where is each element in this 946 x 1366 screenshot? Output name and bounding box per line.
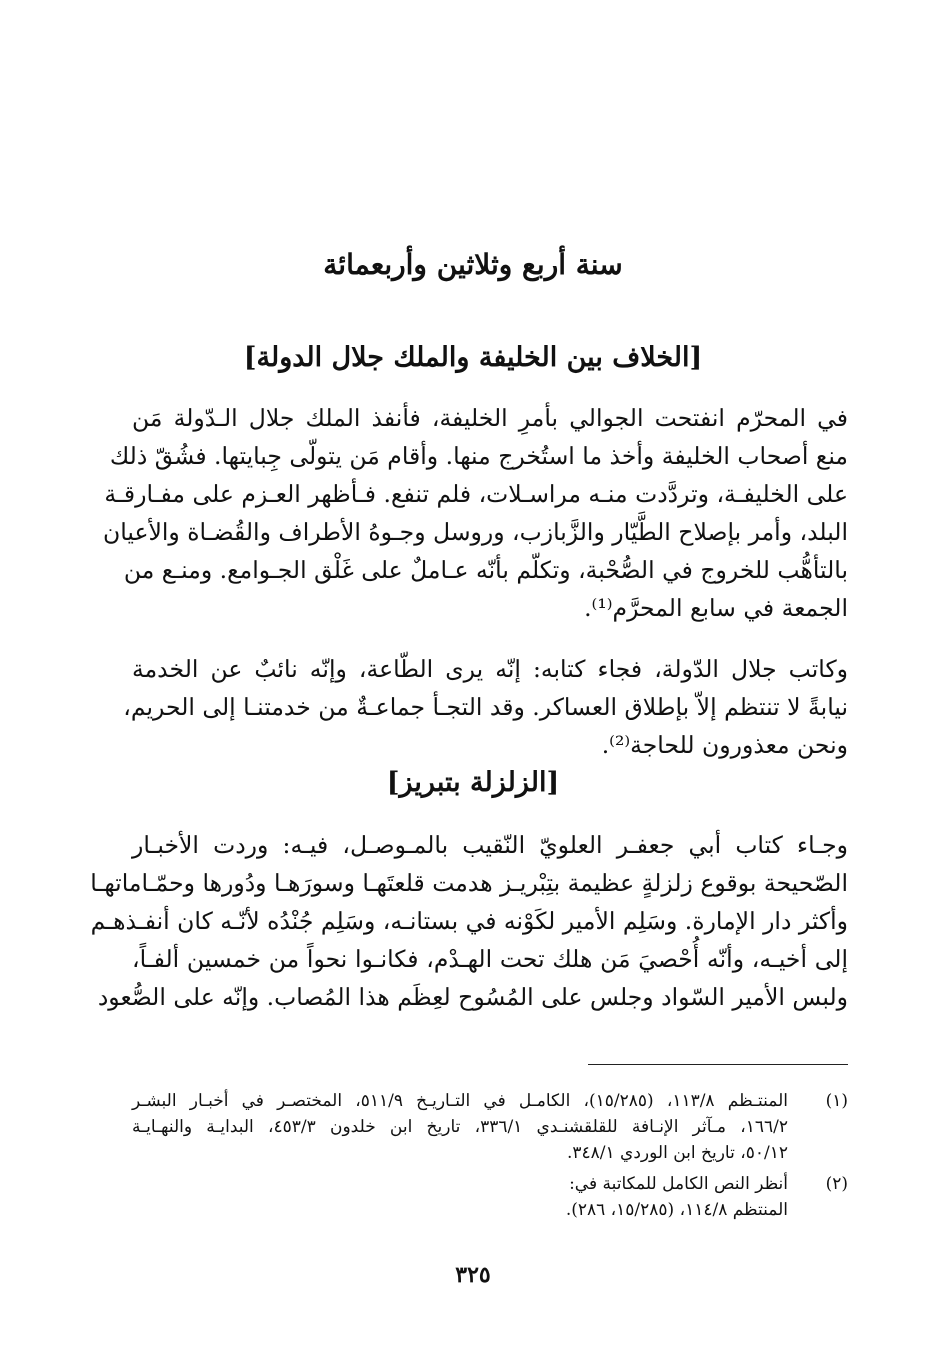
text-line: على الخليفـة، وتردَّدت منـه مراسـلات، فلم تنفع. فـأظهر العـزم على مفـارقـة (104, 480, 848, 508)
footnote-text (132, 1171, 788, 1223)
text-line: نيابةً لا تنتظم إلاّ بإطلاق العساكر. وقد التجـأ جماعـةٌ من خدمتنـا إلى الحريم، (123, 693, 848, 721)
footnote-line: ١٦٦/٢، مـآثر الإنـافة للقلقشنـدي ٣٣٦/١، تاريخ ابن خلدون ٤٥٣/٣، البدايـة والنهـايـة (132, 1117, 788, 1137)
footnote-number: (١) (825, 1091, 848, 1111)
text-line: بالتأهُّب للخروج في الصُّحْبة، وتكلّم بأنّه عـاملٌ على غَلْق الجـوامع. ومنـع من (123, 556, 848, 584)
footnote-line: أنظر النص الكامل للمكاتبة في: (569, 1174, 788, 1194)
text-line: منع أصحاب الخليفة وأخذ ما استُخرج منها. وأقام مَن يتولّى جِبايتها. فشُقّ ذلك (109, 442, 848, 470)
footnote-divider (588, 1064, 848, 1065)
footnote-line: المنتظم ١١٤/٨، (١٥/٢٨٥، ٢٨٦). (565, 1200, 788, 1220)
footnote-text (132, 1088, 788, 1166)
footnote-number: (٢) (825, 1174, 848, 1194)
text-line: إلى أخيـه، وأنّه أُحْصيَ مَن هلك تحت الهـدْم، فكانـوا نحواً من خمسين ألفـاً، (132, 945, 848, 973)
section-heading-tabriz-earthquake: [الزلزلة بتبريز] (386, 767, 560, 798)
text-line: الصّحيحة بوقوع زلزلةٍ عظيمة بتِبْريـز هدمت قلعتَهـا وسورَهـا ودُورها وحمّـاماتهـا (90, 869, 848, 897)
page-number: ٣٢٥ (455, 1262, 491, 1288)
text-line: وأكثر دار الإمارة. وسَلِم الأمير لكَوْنه في بستانـه، وسَلِم جُنْدُه لأنّـه كان أنفـذهـم (90, 907, 848, 935)
paragraph-tabriz-earthquake (90, 826, 848, 1016)
text-line: ونحن معذورون للحاجة⁽²⁾. (601, 731, 848, 759)
section-heading-caliph-dispute: [الخلاف بين الخليفة والملك جلال الدولة] (243, 342, 703, 373)
text-line: الجمعة في سابع المحرَّم⁽¹⁾. (584, 594, 848, 622)
text-line: ولبس الأمير السّواد وجلس على المُسُوح لعِظَم هذا المُصاب. وإنّه على الصُّعود (97, 983, 848, 1011)
paragraph-caliph-dispute-2 (123, 650, 848, 764)
text-line: وكاتب جلال الدّولة، فجاء كتابه: إنّه يرى الطّاعة، وإنّه نائبٌ عن الخدمة (132, 655, 848, 683)
footnote-line: ٥٠/١٢، تاريخ ابن الوردي ٣٤٨/١. (566, 1143, 788, 1163)
page-title: سنة أربع وثلاثين وأربعمائة (323, 248, 623, 281)
paragraph-caliph-dispute-1 (102, 399, 848, 627)
text-line: وجـاء كتاب أبي جعفـر العلويّ النّقيب بالمـوصـل، فيـه: وردت الأخبـار (132, 831, 848, 859)
text-line: في المحرّم انفتحت الجوالي بأمرِ الخليفة، فأنفذ الملك جلال الـدّولة مَن (132, 404, 848, 432)
footnote-2 (132, 1171, 848, 1223)
footnote-line: المنتـظم ١١٣/٨، (١٥/٢٨٥)، الكامـل في التـاريـخ ٥١١/٩، المختصـر في أخبـار البشـر (132, 1091, 788, 1111)
text-line: البلد، وأمر بإصلاح الطَّيّار والزَّبازب، وروسل وجـوهُ الأطراف والقُضـاة والأعيان (102, 518, 848, 546)
footnote-1 (132, 1088, 848, 1166)
